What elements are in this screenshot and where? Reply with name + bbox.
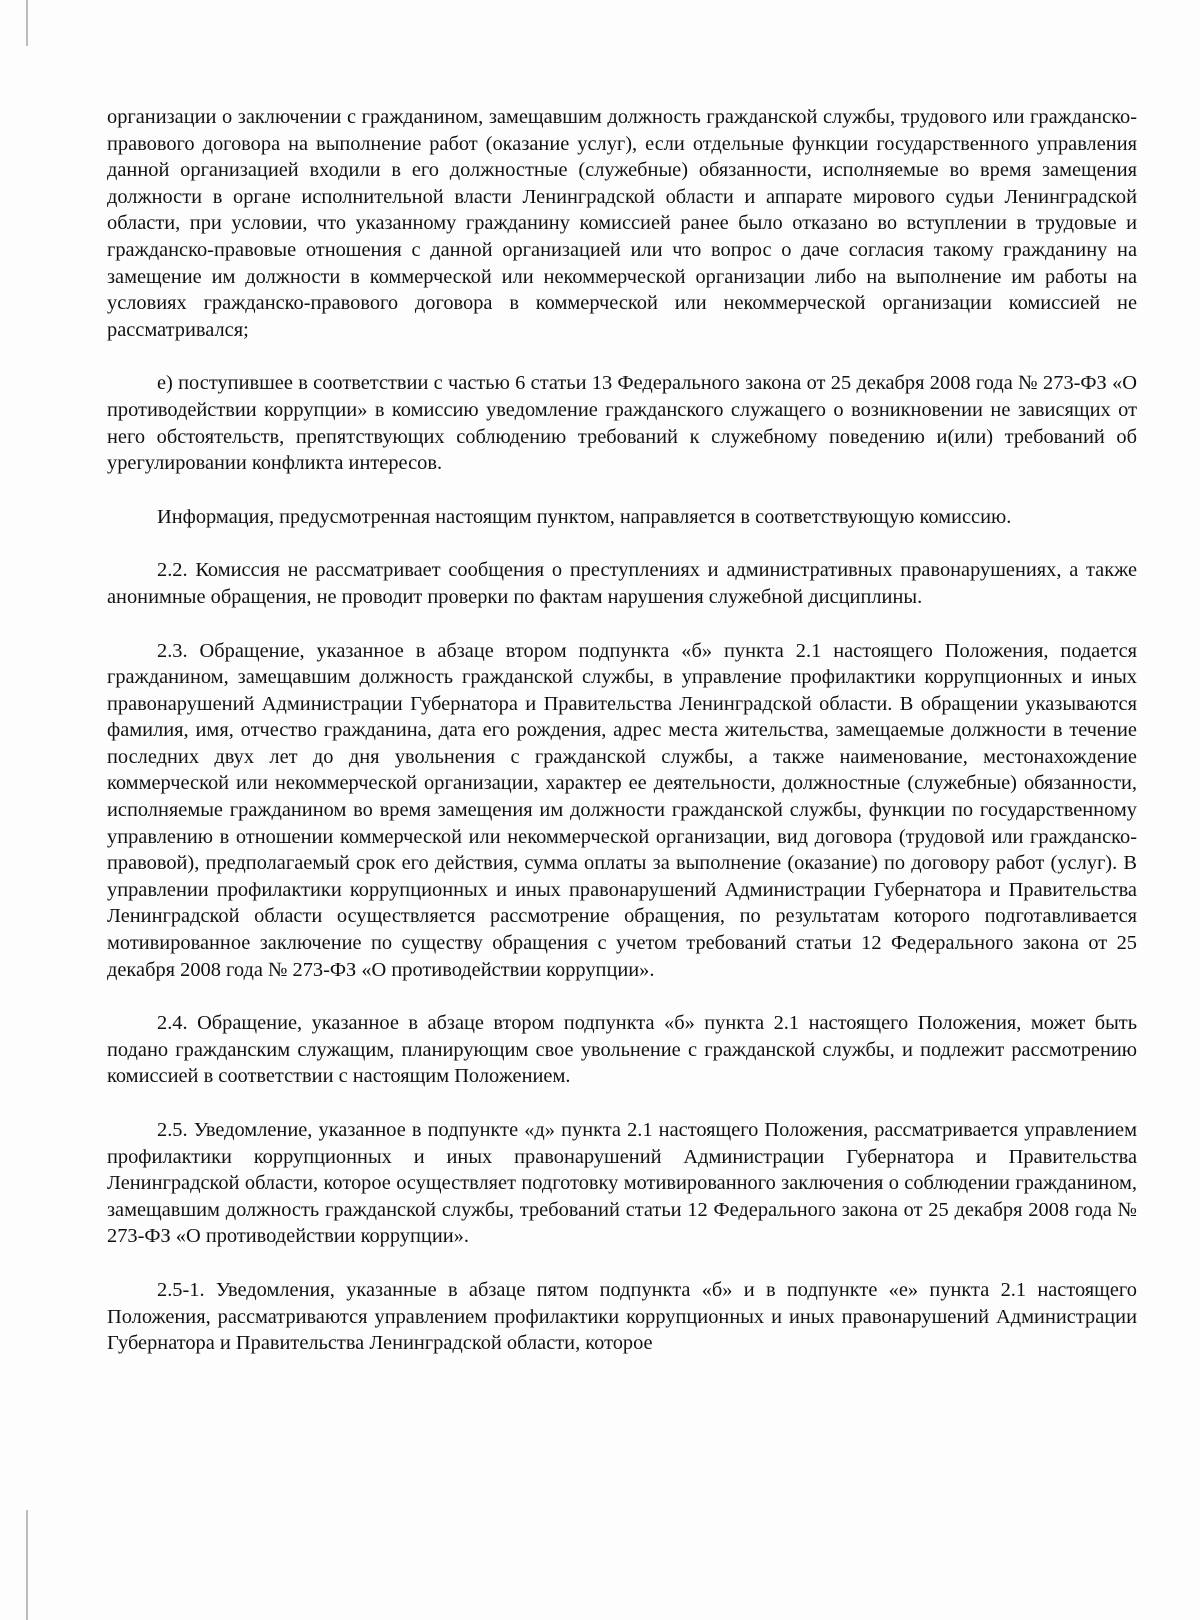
scan-edge-top bbox=[26, 0, 28, 46]
paragraph-2-3: 2.3. Обращение, указанное в абзаце втором подпункта «б» пункта 2.1 настоящего Положения, подается гражданином, замещавшим должность гражданской службы, в управление профилактики коррупционных и иных правонарушений Администрации Губернатора и Правительства Ленинградской области. В обращении указываются фамилия, имя, отчество гражданина, дата его рождения, адрес места жительства, замещаемые должности в течение последних двух лет до дня увольнения с гражданской службы, а также наименование, местонахождение коммерческой или некоммерческой организации, характер ее деятельности, должностные (служебные) обязанности, исполняемые гражданином во время замещения им должности гражданской службы, функции по государственному управлению в отношении коммерческой или некоммерческой организации, вид договора (трудовой или гражданско-правовой), предполагаемый срок его действия, сумма оплаты за выполнение (оказание) по договору работ (услуг). В управлении профилактики коррупционных и иных правонарушений Администрации Губернатора и Правительства Ленинградской области осуществляется рассмотрение обращения, по результатам которого подготавливается мотивированное заключение по существу обращения с учетом требований статьи 12 Федерального закона от 25 декабря 2008 года № 273-ФЗ «О противодействии коррупции». bbox=[107, 639, 1137, 981]
paragraph-2-5-1: 2.5-1. Уведомления, указанные в абзаце пятом подпункта «б» и в подпункте «е» пункта 2.1 настоящего Положения, рассматриваются управлением профилактики коррупционных и иных правонарушений Администрации Губернатора и Правительства Ленинградской области, которое bbox=[107, 1278, 1137, 1355]
scan-edge-bottom bbox=[26, 1510, 28, 1620]
paragraph-item-e: е) поступившее в соответствии с частью 6 статьи 13 Федерального закона от 25 декабря 2008 года № 273-ФЗ «О противодействии коррупции» в комиссию уведомление гражданского служащего о возникновении не зависящих от него обстоятельств, препятствующих соблюдению требований к служебному поведению и(или) требований об урегулировании конфликта интересов. bbox=[107, 372, 1137, 475]
document-body bbox=[107, 104, 1137, 1357]
paragraph-continuation: организации о заключении с гражданином, замещавшим должность гражданской службы, трудового или гражданско-правового договора на выполнение работ (оказание услуг), если отдельные функции государственного управления данной организацией входили в его должностные (служебные) обязанности, исполняемые во время замещения должности в органе исполнительной власти Ленинградской области и аппарате мирового судьи Ленинградской области, при условии, что указанному гражданину комиссией ранее было отказано во вступлении в трудовые и гражданско-правовые отношения с данной организацией или что вопрос о даче согласия такому гражданину на замещение им должности в коммерческой или некоммерческой организации либо на выполнение им работы на условиях гражданско-правового договора в коммерческой или некоммерческой организации комиссией не рассматривался; bbox=[107, 106, 1137, 341]
paragraph-information: Информация, предусмотренная настоящим пунктом, направляется в соответствующую комиссию. bbox=[157, 505, 1012, 528]
paragraph-2-4: 2.4. Обращение, указанное в абзаце втором подпункта «б» пункта 2.1 настоящего Положения, может быть подано гражданским служащим, планирующим свое увольнение с гражданской службы, и подлежит рассмотрению комиссией в соответствии с настоящим Положением. bbox=[107, 1012, 1137, 1088]
paragraph-2-2: 2.2. Комиссия не рассматривает сообщения о преступлениях и административных правонарушениях, а также анонимные обращения, не проводит проверки по фактам нарушения служебной дисциплины. bbox=[107, 559, 1137, 608]
paragraph-2-5: 2.5. Уведомление, указанное в подпункте «д» пункта 2.1 настоящего Положения, рассматривается управлением профилактики коррупционных и иных правонарушений Администрации Губернатора и Правительства Ленинградской области, которое осуществляет подготовку мотивированного заключения о соблюдении гражданином, замещавшим должность гражданской службы, требований статьи 12 Федерального закона от 25 декабря 2008 года № 273-ФЗ «О противодействии коррупции». bbox=[107, 1119, 1137, 1248]
